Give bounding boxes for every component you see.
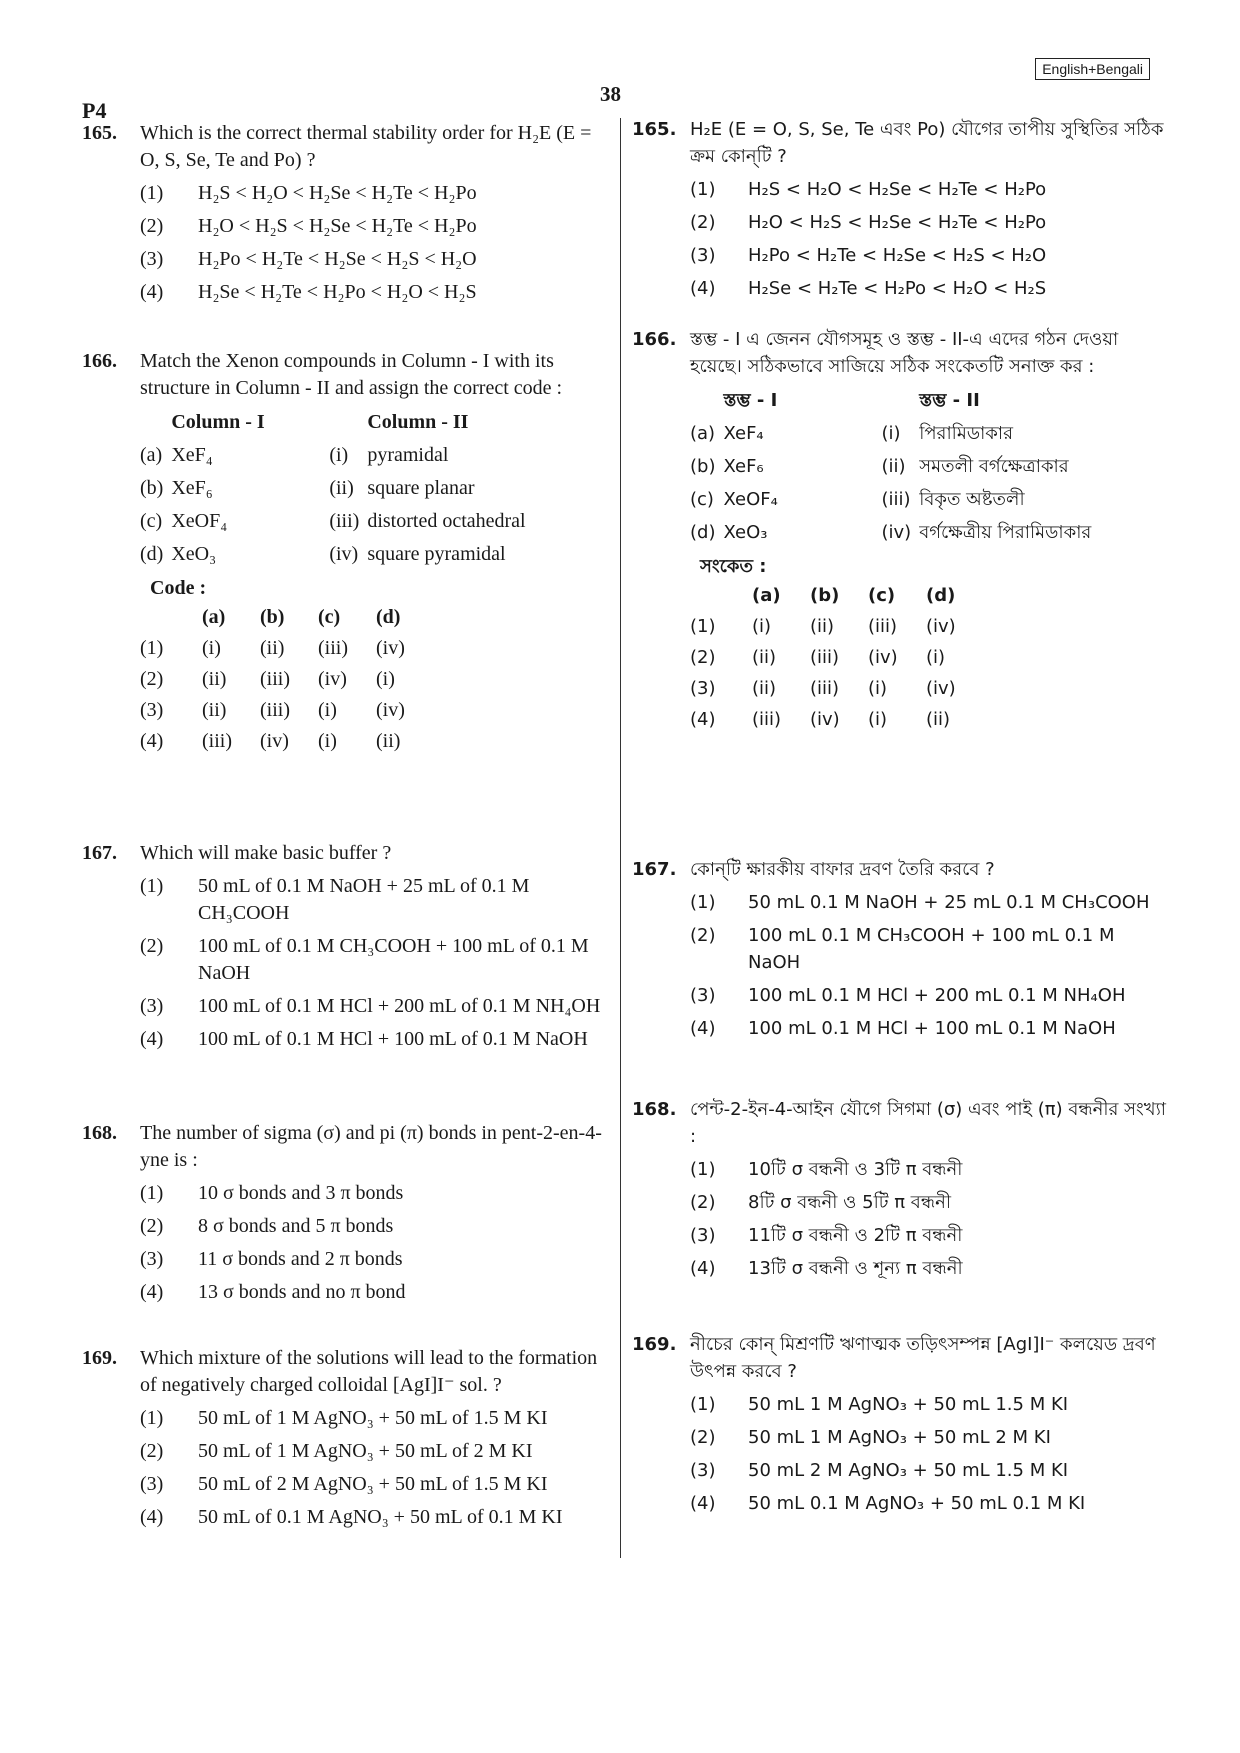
code-row [690,704,984,735]
code-value: (iv) [260,730,289,752]
option-label: (3) [140,248,164,270]
option-text: 50 mL 0.1 M NaOH + 25 mL 0.1 M CH₃COOH [748,892,1150,913]
options [632,1391,1172,1517]
row-label: (b) [690,456,716,477]
option-text: 50 mL 0.1 M AgNO₃ + 50 mL 0.1 M KI [748,1493,1086,1514]
option-label: (3) [690,678,716,699]
question-number: 167. [82,842,117,864]
option-text: H₂Se < H₂Te < H₂Po < H₂O < H₂S [198,281,477,303]
options [82,873,607,1053]
option-4 [140,279,607,306]
option-2 [690,209,1172,236]
option-label: (4) [690,1018,716,1039]
code-header: (c) [868,585,896,606]
column-2-header: স্তম্ভ - II [919,390,980,411]
option-3 [690,242,1172,269]
code-value: (ii) [926,709,951,730]
option-2 [690,922,1172,976]
roman-label: (iii) [881,489,911,510]
option-label: (1) [140,1407,164,1429]
option-text: 100 mL of 0.1 M HCl + 200 mL of 0.1 M NH₄OH [198,995,601,1017]
option-label: (3) [690,245,716,266]
code-value: (iii) [810,678,840,699]
code-header: (b) [260,606,285,628]
header-spacer [140,406,171,439]
header-spacer [881,384,919,417]
option-text: 50 mL of 2 M AgNO₃ + 50 mL of 1.5 M KI [198,1473,548,1495]
code-value: (i) [202,637,221,659]
option-label: (1) [690,179,716,200]
question-text: H₂E (E = O, S, Se, Te এবং Po) যৌগের তাপীয় সুস্থিতির সঠিক ক্রম কোন্‌টি ? [690,119,1164,167]
page-number: 38 [600,82,621,106]
roman-label: (iv) [881,522,912,543]
option-label: (2) [140,215,164,237]
structure: square pyramidal [367,543,506,565]
code-row [690,611,984,642]
roman-label: (i) [881,423,901,444]
roman-label: (iii) [329,510,360,532]
option-label: (2) [140,1215,164,1237]
roman-label: (ii) [329,477,354,499]
bengali-column [632,116,1172,1550]
options [82,180,607,306]
code-value: (ii) [810,616,835,637]
option-text: 11 σ bonds and 2 π bonds [198,1248,403,1270]
match-row [690,450,1099,483]
option-1 [690,1391,1172,1418]
option-label: (3) [690,985,716,1006]
row-label: (a) [690,423,716,444]
code-row [140,664,434,695]
option-text: H₂S < H₂O < H₂Se < H₂Te < H₂Po [748,179,1047,200]
match-row [140,505,534,538]
option-label: (3) [140,1473,164,1495]
code-header: (a) [202,606,226,628]
options [632,176,1172,302]
code-header: (d) [376,606,401,628]
column-match-table [140,406,534,571]
option-label: (1) [140,637,164,659]
code-value: (iii) [260,699,290,721]
code-label: Code : [150,577,207,599]
language-tag: English+Bengali [1035,58,1150,80]
code-value: (iv) [376,637,405,659]
question-text: Which mixture of the solutions will lead to the formation of negatively charged colloidal [AgI]I⁻ sol. ? [140,1347,598,1396]
code-header: (a) [752,585,781,606]
match-row [140,538,534,571]
option-label: (2) [690,925,716,946]
code-value: (i) [926,647,946,668]
code-value: (iii) [752,709,782,730]
question-number: 165. [82,122,117,144]
option-1 [140,180,607,207]
code-value: (iii) [202,730,232,752]
structure: pyramidal [367,444,449,466]
option-2 [690,1189,1172,1216]
code-value: (iv) [926,616,956,637]
option-3 [690,982,1172,1009]
roman-label: (iv) [329,543,359,565]
code-value: (i) [868,709,888,730]
question-number: 166. [632,329,677,350]
option-text: 8 σ bonds and 5 π bonds [198,1215,394,1237]
option-2 [690,1424,1172,1451]
option-2 [140,933,607,987]
options [82,1180,607,1306]
option-label: (1) [140,875,164,897]
code-value: (iv) [868,647,898,668]
option-1 [690,176,1172,203]
question-text: পেন্ট-2-ইন-4-আইন যৌগে সিগমা (σ) এবং পাই (π) বন্ধনীর সংখ্যা : [690,1099,1167,1147]
compound: XeOF₄ [723,489,778,510]
compound: XeF₆ [171,477,213,499]
column-match-table [690,384,1099,549]
code-row [140,695,434,726]
option-label: (4) [140,1506,164,1528]
code-label: সংকেত : [700,556,767,577]
row-label: (d) [690,522,716,543]
structure: পিরামিডাকার [919,423,1014,444]
question-text: স্তম্ভ - I এ জেনন যৌগসমূহ ও স্তম্ভ - II-এ এদের গঠন দেওয়া হয়েছে। সঠিকভাবে সাজিয়ে সঠিক সংকেতটি সনাক্ত কর : [690,329,1119,377]
option-text: H₂S < H₂O < H₂Se < H₂Te < H₂Po [198,182,477,204]
code-header: (d) [926,585,956,606]
option-label: (2) [690,647,716,668]
question-number: 169. [82,1347,117,1369]
match-table [82,406,607,757]
code-value: (iii) [318,637,348,659]
code-value: (i) [868,678,888,699]
option-text: H₂O < H₂S < H₂Se < H₂Te < H₂Po [198,215,477,237]
option-label: (2) [690,1427,716,1448]
structure: square planar [367,477,475,499]
row-label: (c) [140,510,163,532]
option-text: 8টি σ বন্ধনী ও 5টি π বন্ধনী [748,1192,951,1213]
code-value: (iv) [318,668,347,690]
compound: XeOF₄ [171,510,228,532]
option-1 [690,889,1172,916]
code-value: (ii) [752,678,777,699]
option-label: (3) [140,995,164,1017]
code-value: (iv) [376,699,405,721]
structure: বর্গক্ষেত্রীয় পিরামিডাকার [919,522,1092,543]
code-value: (i) [376,668,395,690]
question-167-en [82,840,607,1053]
compound: XeF₄ [171,444,213,466]
structure: সমতলী বর্গক্ষেত্রাকার [919,456,1069,477]
option-3 [690,1222,1172,1249]
option-3 [690,1457,1172,1484]
option-4 [140,1026,607,1053]
row-label: (b) [140,477,164,499]
code-value: (ii) [376,730,401,752]
match-row [690,417,1099,450]
option-3 [140,246,607,273]
question-168-en [82,1120,607,1306]
compound: XeO₃ [723,522,768,543]
options [632,1156,1172,1282]
question-text: The number of sigma (σ) and pi (π) bonds in pent-2-en-4-yne is : [140,1122,602,1171]
row-label: (d) [140,543,164,565]
code-row [690,673,984,704]
code-row [140,726,434,757]
row-label: (a) [140,444,163,466]
question-167-bn [632,856,1172,1042]
option-2 [140,1213,607,1240]
code-value: (ii) [202,699,227,721]
option-text: 100 mL 0.1 M HCl + 200 mL 0.1 M NH₄OH [748,985,1126,1006]
option-label: (3) [140,699,164,721]
option-label: (1) [690,616,716,637]
option-text: 10টি σ বন্ধনী ও 3টি π বন্ধনী [748,1159,963,1180]
column-1-header: Column - I [171,411,265,433]
question-text: Match the Xenon compounds in Column - I with its structure in Column - II and assign the correct code : [140,350,563,399]
option-label: (3) [690,1460,716,1481]
code-value: (ii) [260,637,285,659]
option-4 [690,1490,1172,1517]
option-text: H₂Po < H₂Te < H₂Se < H₂S < H₂O [748,245,1047,266]
option-text: 50 mL of 1 M AgNO₃ + 50 mL of 2 M KI [198,1440,533,1462]
code-value: (i) [752,616,772,637]
code-value: (i) [318,730,337,752]
code-value: (iii) [810,647,840,668]
code-header: (c) [318,606,341,628]
question-number: 167. [632,859,677,880]
option-text: 10 σ bonds and 3 π bonds [198,1182,404,1204]
option-text: 50 mL 1 M AgNO₃ + 50 mL 2 M KI [748,1427,1051,1448]
english-column [82,120,607,1550]
question-text: Which is the correct thermal stability order for H₂E (E = O, S, Se, Te and Po) ? [140,122,592,171]
question-text: কোন্‌টি ক্ষারকীয় বাফার দ্রবণ তৈরি করবে ? [690,859,995,880]
option-4 [140,1279,607,1306]
option-text: 100 mL of 0.1 M HCl + 100 mL of 0.1 M NaOH [198,1028,588,1050]
code-value: (iii) [260,668,290,690]
option-text: 13 σ bonds and no π bond [198,1281,406,1303]
option-3 [140,1471,607,1498]
code-row [690,642,984,673]
roman-label: (i) [329,444,349,466]
match-row [140,439,534,472]
option-label: (2) [140,1440,164,1462]
option-3 [140,1246,607,1273]
option-label: (4) [690,1258,716,1279]
question-169-bn [632,1331,1172,1517]
option-label: (4) [140,1281,164,1303]
option-4 [690,1255,1172,1282]
option-1 [140,873,607,927]
code-header: (b) [810,585,840,606]
option-3 [140,993,607,1020]
option-label: (3) [690,1225,716,1246]
header-spacer [690,384,723,417]
compound: XeF₆ [723,456,764,477]
question-text: নীচের কোন্‌ মিশ্রণটি ঋণাত্মক তড়িৎসম্পন্ন [AgI]I⁻ কলয়েড দ্রবণ উৎপন্ন করবে ? [690,1334,1156,1382]
code-table [690,580,984,735]
question-166-en [82,348,607,757]
question-number: 169. [632,1334,677,1355]
option-label: (2) [140,668,164,690]
column-divider [620,118,621,1558]
option-text: H₂Po < H₂Te < H₂Se < H₂S < H₂O [198,248,477,270]
option-label: (1) [690,892,716,913]
option-1 [140,1405,607,1432]
compound: XeO₃ [171,543,217,565]
option-2 [140,1438,607,1465]
header-spacer [690,580,752,611]
option-label: (2) [690,1192,716,1213]
match-row [690,516,1099,549]
option-label: (2) [140,935,164,957]
option-label: (4) [690,1493,716,1514]
code-value: (iii) [868,616,898,637]
code-row [140,633,434,664]
option-4 [140,1504,607,1531]
option-label: (4) [140,1028,164,1050]
question-number: 168. [82,1122,117,1144]
question-166-bn [632,326,1172,735]
option-label: (2) [690,212,716,233]
structure: বিকৃত অষ্টতলী [919,489,1025,510]
option-text: 50 mL of 0.1 M NaOH + 25 mL of 0.1 M CH₃COOH [198,875,530,924]
question-number: 168. [632,1099,677,1120]
code-value: (ii) [202,668,227,690]
option-label: (4) [140,281,164,303]
question-165-en [82,120,607,306]
option-text: 100 mL 0.1 M HCl + 100 mL 0.1 M NaOH [748,1018,1116,1039]
option-4 [690,1015,1172,1042]
option-label: (4) [140,730,164,752]
question-number: 166. [82,350,117,372]
code-value: (iv) [810,709,840,730]
option-text: 13টি σ বন্ধনী ও শূন্য π বন্ধনী [748,1258,963,1279]
roman-label: (ii) [881,456,906,477]
option-text: 100 mL of 0.1 M CH₃COOH + 100 mL of 0.1 M NaOH [198,935,589,984]
options [632,889,1172,1042]
option-1 [690,1156,1172,1183]
option-4 [690,275,1172,302]
header-spacer [329,406,367,439]
set-code: P4 [82,98,107,123]
header-spacer [140,602,202,633]
option-1 [140,1180,607,1207]
compound: XeF₄ [723,423,764,444]
option-label: (4) [690,709,716,730]
option-text: 50 mL of 0.1 M AgNO₃ + 50 mL of 0.1 M KI [198,1506,563,1528]
option-label: (4) [690,278,716,299]
options [82,1405,607,1531]
code-table [140,602,434,757]
option-label: (1) [140,182,164,204]
question-number: 165. [632,119,677,140]
structure: distorted octahedral [367,510,526,532]
row-label: (c) [690,489,714,510]
match-row [140,472,534,505]
option-text: H₂Se < H₂Te < H₂Po < H₂O < H₂S [748,278,1047,299]
code-value: (i) [318,699,337,721]
match-table [632,384,1172,735]
option-text: 50 mL 2 M AgNO₃ + 50 mL 1.5 M KI [748,1460,1069,1481]
option-label: (1) [140,1182,164,1204]
question-168-bn [632,1096,1172,1282]
question-165-bn [632,116,1172,302]
option-label: (3) [140,1248,164,1270]
option-text: 100 mL 0.1 M CH₃COOH + 100 mL 0.1 M NaOH [748,925,1115,973]
match-row [690,483,1099,516]
option-label: (1) [690,1159,716,1180]
option-text: 50 mL of 1 M AgNO₃ + 50 mL of 1.5 M KI [198,1407,548,1429]
column-1-header: স্তম্ভ - I [723,390,778,411]
option-text: 11টি σ বন্ধনী ও 2টি π বন্ধনী [748,1225,963,1246]
option-label: (1) [690,1394,716,1415]
option-text: 50 mL 1 M AgNO₃ + 50 mL 1.5 M KI [748,1394,1069,1415]
code-value: (iv) [926,678,956,699]
option-2 [140,213,607,240]
question-text: Which will make basic buffer ? [140,842,392,864]
option-text: H₂O < H₂S < H₂Se < H₂Te < H₂Po [748,212,1047,233]
column-2-header: Column - II [367,411,469,433]
question-169-en [82,1345,607,1531]
code-value: (ii) [752,647,777,668]
